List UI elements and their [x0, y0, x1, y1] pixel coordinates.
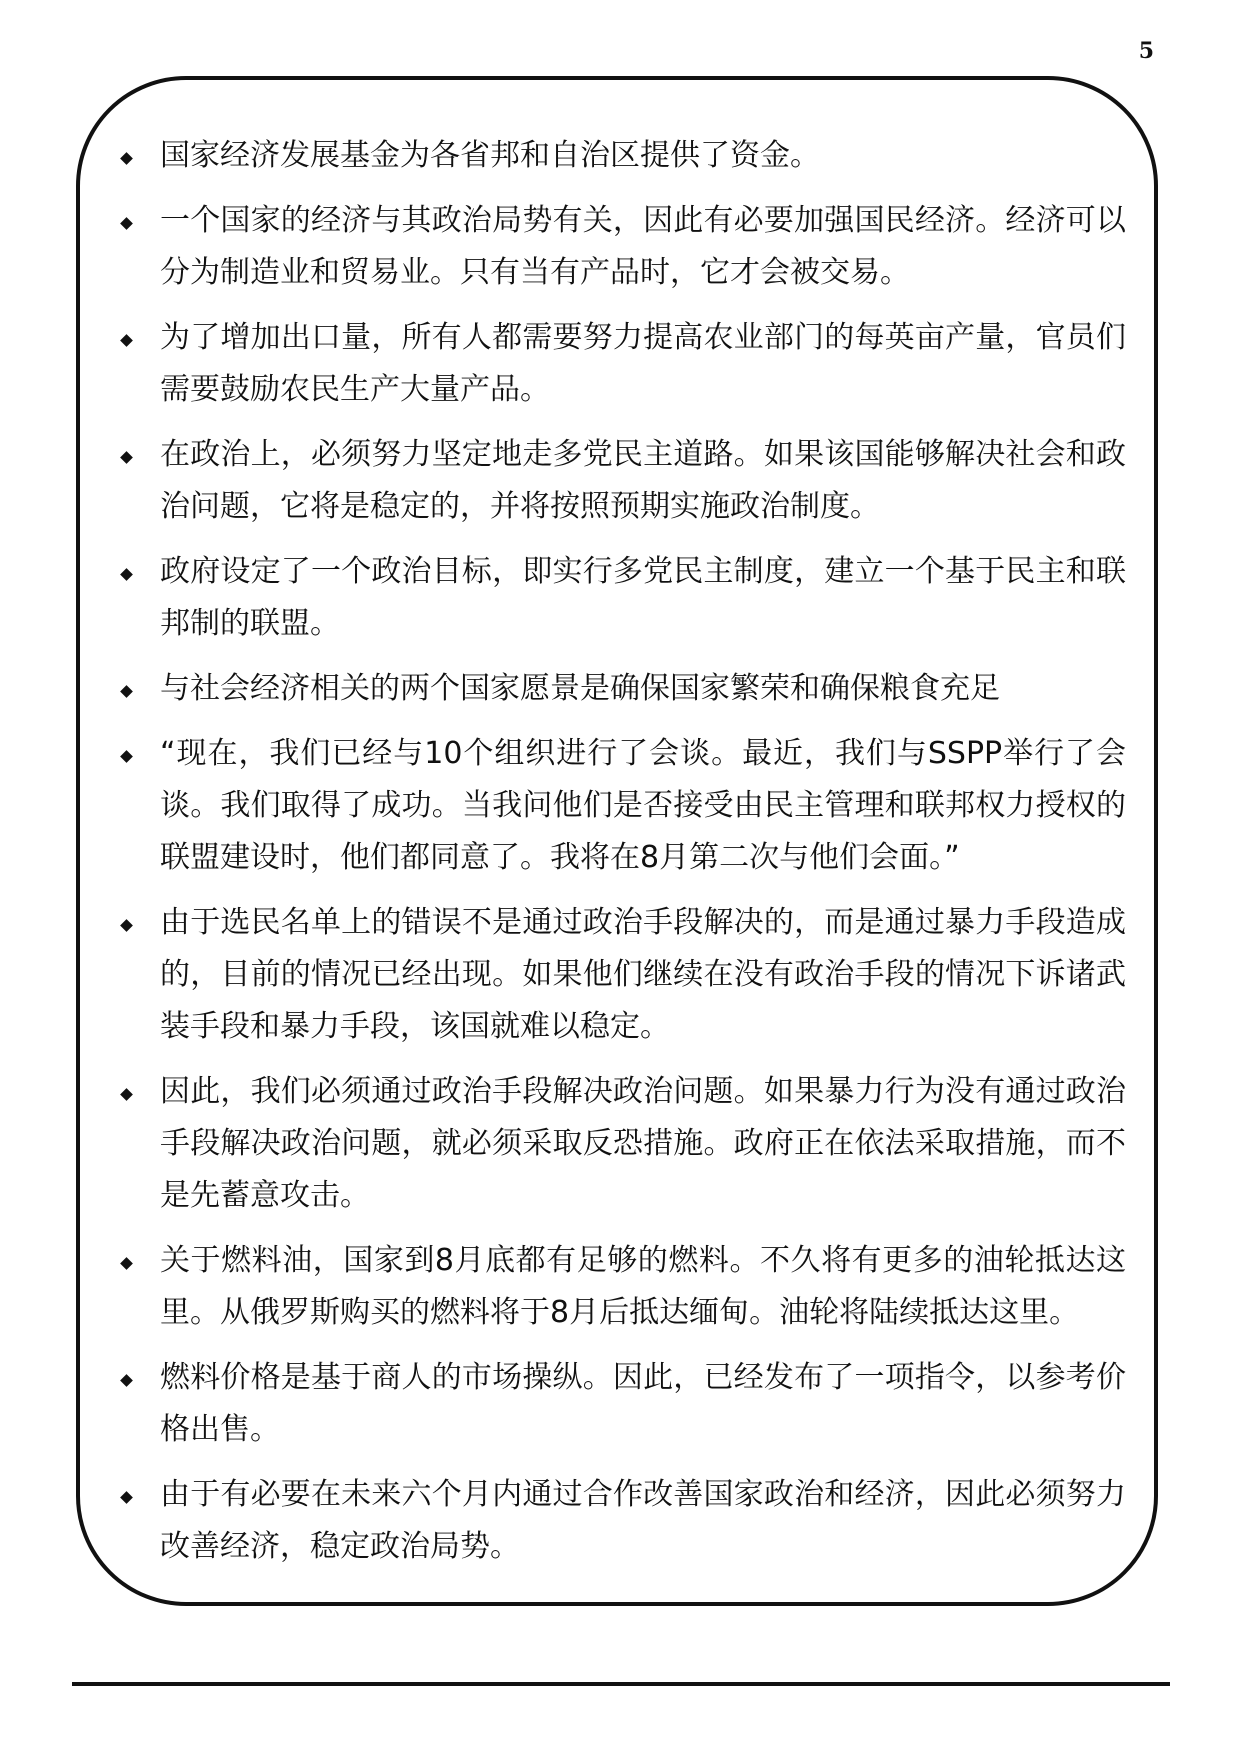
list-item [116, 1469, 1126, 1573]
list-item [116, 1235, 1126, 1339]
bullet-text: 一个国家的经济与其政治局势有关，因此有必要加强国民经济。经济可以分为制造业和贸易业。只有当有产品时，它才会被交易。 [160, 203, 1126, 290]
page-number: 5 [1138, 38, 1154, 64]
list-item [116, 195, 1126, 299]
list-item [116, 897, 1126, 1053]
bullet-text: “现在，我们已经与10个组织进行了会谈。最近，我们与SSPP举行了会谈。我们取得了成功。当我问他们是否接受由民主管理和联邦权力授权的联盟建设时，他们都同意了。我将在8月第二次与他们会面。” [160, 736, 1126, 875]
diamond-bullet-icon [120, 1257, 133, 1270]
diamond-bullet-icon [120, 1491, 133, 1504]
bullet-text: 为了增加出口量，所有人都需要努力提高农业部门的每英亩产量，官员们需要鼓励农民生产大量产品。 [160, 320, 1126, 407]
list-item [116, 728, 1126, 884]
list-item [116, 312, 1126, 416]
list-item [116, 429, 1126, 533]
bullet-text: 政府设定了一个政治目标，即实行多党民主制度，建立一个基于民主和联邦制的联盟。 [160, 554, 1126, 641]
list-item [116, 1066, 1126, 1222]
diamond-bullet-icon [120, 685, 133, 698]
diamond-bullet-icon [120, 152, 133, 165]
bullet-text: 在政治上，必须努力坚定地走多党民主道路。如果该国能够解决社会和政治问题，它将是稳定的，并将按照预期实施政治制度。 [160, 437, 1126, 524]
list-item [116, 1352, 1126, 1456]
bullet-text: 燃料价格是基于商人的市场操纵。因此，已经发布了一项指令，以参考价格出售。 [160, 1360, 1126, 1447]
diamond-bullet-icon [120, 334, 133, 347]
bullet-text: 关于燃料油，国家到8月底都有足够的燃料。不久将有更多的油轮抵达这里。从俄罗斯购买的燃料将于8月后抵达缅甸。油轮将陆续抵达这里。 [160, 1243, 1126, 1330]
list-item [116, 130, 1126, 182]
bullet-text: 与社会经济相关的两个国家愿景是确保国家繁荣和确保粮食充足 [160, 671, 1000, 706]
bullet-list [116, 130, 1126, 1586]
list-item [116, 546, 1126, 650]
diamond-bullet-icon [120, 568, 133, 581]
bullet-text: 由于选民名单上的错误不是通过政治手段解决的，而是通过暴力手段造成的，目前的情况已经出现。如果他们继续在没有政治手段的情况下诉诸武装手段和暴力手段，该国就难以稳定。 [160, 905, 1126, 1044]
diamond-bullet-icon [120, 1374, 133, 1387]
diamond-bullet-icon [120, 451, 133, 464]
list-item [116, 663, 1126, 715]
bullet-text: 由于有必要在未来六个月内通过合作改善国家政治和经济，因此必须努力改善经济，稳定政治局势。 [160, 1477, 1126, 1564]
bottom-divider [72, 1682, 1170, 1686]
bullet-text: 因此，我们必须通过政治手段解决政治问题。如果暴力行为没有通过政治手段解决政治问题，就必须采取反恐措施。政府正在依法采取措施，而不是先蓄意攻击。 [160, 1074, 1126, 1213]
diamond-bullet-icon [120, 750, 133, 763]
diamond-bullet-icon [120, 217, 133, 230]
diamond-bullet-icon [120, 919, 133, 932]
diamond-bullet-icon [120, 1088, 133, 1101]
bullet-text: 国家经济发展基金为各省邦和自治区提供了资金。 [160, 138, 820, 173]
